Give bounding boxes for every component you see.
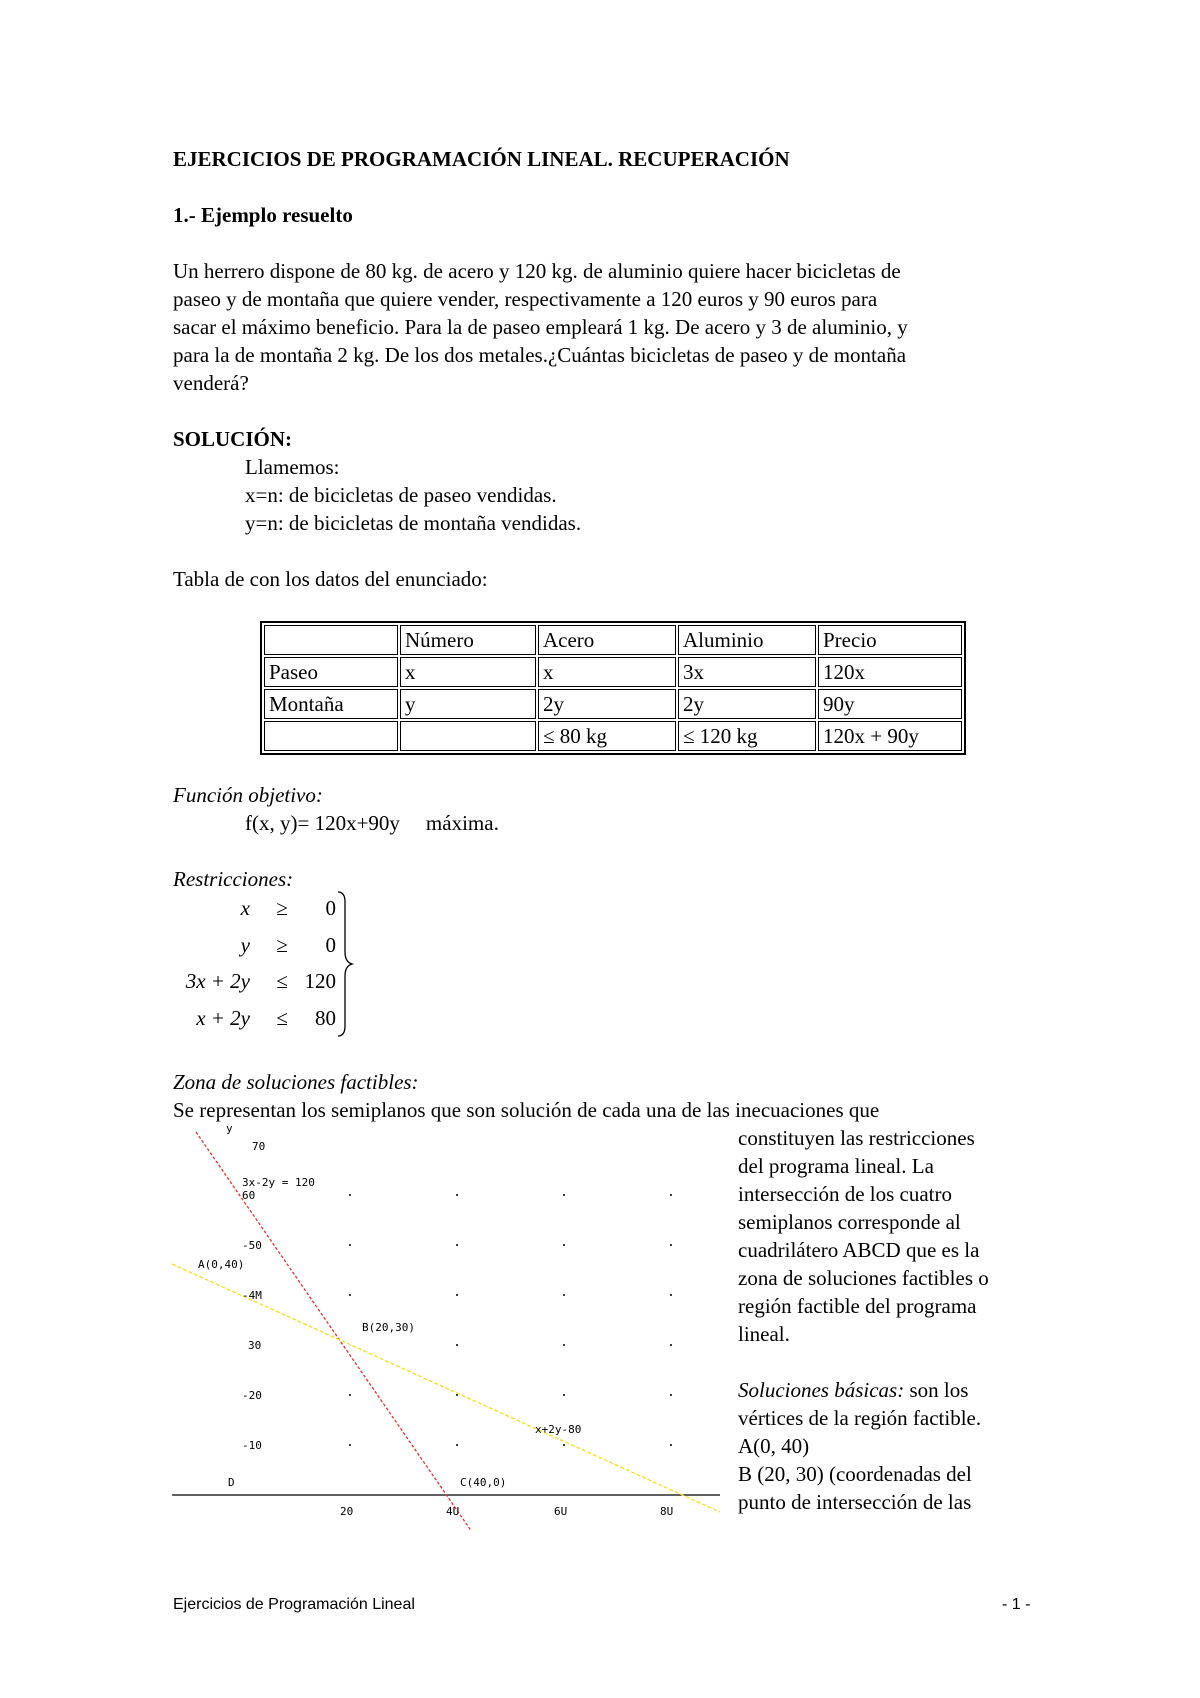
- table-header-row: [264, 625, 962, 655]
- side-text-line: intersección de los cuatro: [738, 1182, 952, 1206]
- table-cell: x: [538, 657, 676, 687]
- side-text-line: zona de soluciones factibles o: [738, 1266, 989, 1290]
- statement-line: venderá?: [173, 371, 249, 395]
- side-text-line: semiplanos corresponde al: [738, 1210, 961, 1234]
- restriction-rhs: 80: [315, 1006, 336, 1030]
- x-tick-label: 20: [340, 1505, 354, 1518]
- y-tick-label: -20: [242, 1389, 262, 1402]
- objective-heading: Función objetivo:: [173, 783, 323, 807]
- yellow-line-label: x+2y-80: [535, 1423, 582, 1436]
- table-cell: [400, 721, 536, 751]
- table-cell: x: [400, 657, 536, 687]
- restriction-operator: ≤: [276, 969, 288, 993]
- restriction-operator: ≤: [276, 1006, 288, 1030]
- table-row: [264, 721, 962, 751]
- y-tick-label: 30: [248, 1339, 262, 1352]
- table-cell: 2y: [678, 689, 816, 719]
- red-line-label: 3x-2y = 120: [242, 1176, 315, 1189]
- x-tick-label: 8U: [660, 1505, 674, 1518]
- feasible-heading: Zona de soluciones factibles:: [173, 1070, 419, 1094]
- y-tick-label: -4M: [242, 1289, 262, 1302]
- table-intro: Tabla de con los datos del enunciado:: [173, 567, 488, 591]
- table-header-cell: Aluminio: [678, 625, 816, 655]
- side-text-line: cuadrilátero ABCD que es la: [738, 1238, 980, 1262]
- y-tick-label: -50: [242, 1239, 262, 1252]
- restriction-rhs: 0: [325, 896, 336, 920]
- table-row: [264, 689, 962, 719]
- side-text-line: constituyen las restricciones: [738, 1126, 975, 1150]
- table-cell: Montaña: [264, 689, 398, 719]
- y-axis-label: y: [226, 1122, 233, 1135]
- side-text-line: región factible del programa: [738, 1294, 977, 1318]
- x-tick-label: 4U: [446, 1505, 460, 1518]
- table-cell: 2y: [538, 689, 676, 719]
- table-cell: [264, 721, 398, 751]
- restriction-lhs: y: [240, 933, 250, 957]
- restrictions-brace: [336, 890, 356, 1040]
- statement-line: para la de montaña 2 kg. De los dos metales.¿Cuántas bicicletas de paseo y de montaña: [173, 343, 907, 367]
- table-header-cell: Acero: [538, 625, 676, 655]
- basic-solutions-label: Soluciones básicas:: [738, 1378, 905, 1402]
- restriction-lhs: 3x + 2y: [185, 969, 250, 993]
- point-b-label: B(20,30): [362, 1321, 415, 1334]
- restriction-operator: ≥: [276, 933, 288, 957]
- statement-line: Un herrero dispone de 80 kg. de acero y 120 kg. de aluminio quiere hacer bicicletas de: [173, 259, 901, 283]
- footer-page-number: - 1 -: [1002, 1596, 1031, 1613]
- table-header-cell: Precio: [818, 625, 962, 655]
- statement-line: paseo y de montaña que quiere vender, respectivamente a 120 euros y 90 euros para: [173, 287, 878, 311]
- variables-line: y=n: de bicicletas de montaña vendidas.: [245, 511, 582, 535]
- point-c-label: C(40,0): [460, 1476, 507, 1489]
- table-header-cell: Número: [400, 625, 536, 655]
- feasible-region-graph: [170, 1120, 730, 1530]
- table-cell: ≤ 120 kg: [678, 721, 816, 751]
- basic-solutions-line: [738, 1376, 968, 1404]
- y-tick-label: 70: [252, 1140, 266, 1153]
- restriction-rhs: 0: [325, 933, 336, 957]
- side-text-line: lineal.: [738, 1322, 790, 1346]
- table-cell: y: [400, 689, 536, 719]
- feasible-intro: Se representan los semiplanos que son solución de cada una de las inecuaciones que: [173, 1098, 880, 1122]
- table-header-cell: [264, 625, 398, 655]
- table-cell: 120x + 90y: [818, 721, 962, 751]
- restrictions-heading: Restricciones:: [173, 867, 294, 891]
- basic-line: punto de intersección de las: [738, 1490, 972, 1514]
- document-title: EJERCICIOS DE PROGRAMACIÓN LINEAL. RECUPERACIÓN: [173, 147, 790, 171]
- restriction-operator: ≥: [276, 896, 288, 920]
- x-tick-label: 6U: [554, 1505, 568, 1518]
- restriction-rhs: 120: [304, 969, 336, 993]
- point-a-label: A(0,40): [198, 1258, 245, 1271]
- variables-line: x=n: de bicicletas de paseo vendidas.: [245, 483, 557, 507]
- side-text-line: del programa lineal. La: [738, 1154, 934, 1178]
- solution-heading: SOLUCIÓN:: [173, 427, 293, 451]
- table-cell: 90y: [818, 689, 962, 719]
- basic-line: B (20, 30) (coordenadas del: [738, 1462, 972, 1486]
- restriction-lhs: x: [240, 896, 250, 920]
- variables-line: Llamemos:: [245, 455, 340, 479]
- objective-suffix: máxima.: [425, 811, 499, 835]
- grid-dots: [349, 1194, 672, 1446]
- objective-function: [245, 809, 499, 837]
- exercise-heading: 1.- Ejemplo resuelto: [173, 203, 353, 227]
- constraint-line-red: [196, 1132, 472, 1530]
- table-cell: 120x: [818, 657, 962, 687]
- table-cell: ≤ 80 kg: [538, 721, 676, 751]
- point-d-label: D: [228, 1476, 235, 1489]
- footer-title: Ejercicios de Programación Lineal: [173, 1596, 415, 1613]
- data-table: [260, 621, 966, 755]
- table-row: [264, 657, 962, 687]
- statement-line: sacar el máximo beneficio. Para la de paseo empleará 1 kg. De acero y 3 de aluminio, y: [173, 315, 908, 339]
- y-tick-label: 60: [242, 1189, 256, 1202]
- restriction-lhs: x + 2y: [196, 1006, 250, 1030]
- basic-line: A(0, 40): [738, 1434, 810, 1458]
- basic-solutions-suffix: son los: [909, 1378, 969, 1402]
- table-cell: 3x: [678, 657, 816, 687]
- basic-line: vértices de la región factible.: [738, 1406, 982, 1430]
- y-tick-label: -10: [242, 1439, 262, 1452]
- objective-formula: f(x, y)= 120x+90y: [245, 811, 400, 835]
- table-cell: Paseo: [264, 657, 398, 687]
